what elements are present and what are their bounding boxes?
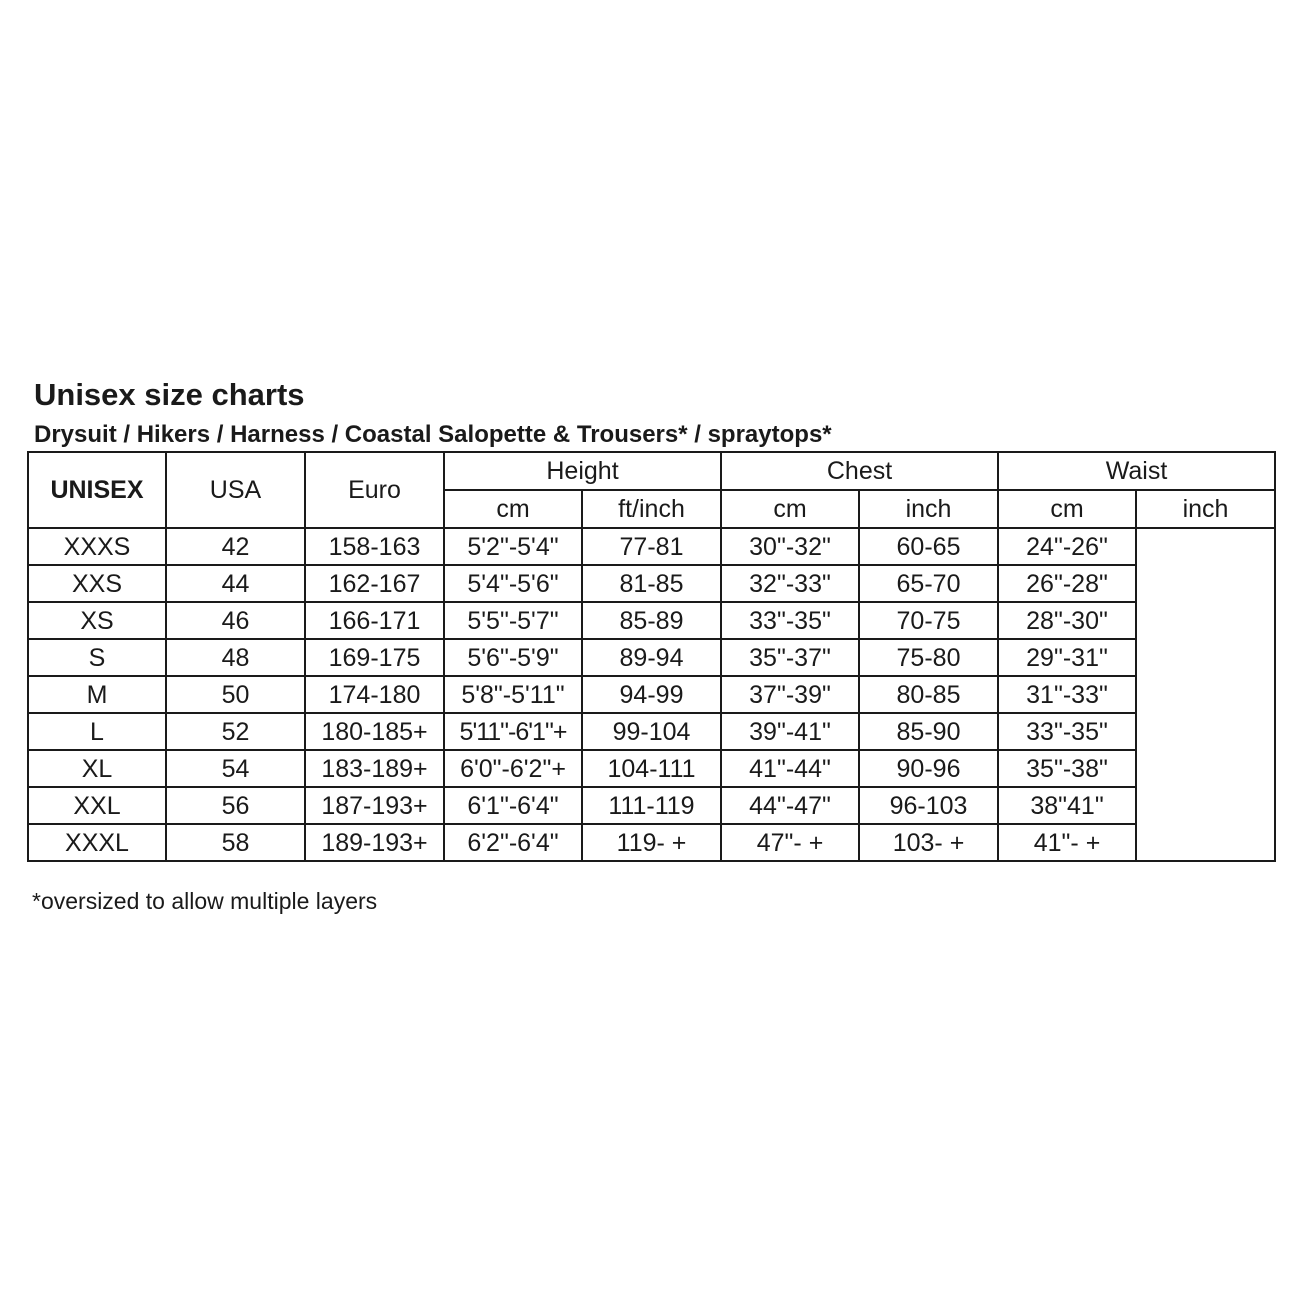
cell-waist-cm: 65-70 <box>859 565 998 602</box>
cell-height-ftinch: 5'11"-6'1"+ <box>444 713 582 750</box>
cell-height-ftinch: 5'5"-5'7" <box>444 602 582 639</box>
table-row <box>28 713 1275 750</box>
cell-chest-cm: 104-111 <box>582 750 721 787</box>
cell-waist-inch: 24"-26" <box>998 528 1136 565</box>
table-row <box>28 824 1275 861</box>
cell-waist-inch: 26"-28" <box>998 565 1136 602</box>
cell-chest-inch: 41"-44" <box>721 750 859 787</box>
cell-chest-inch: 30"-32" <box>721 528 859 565</box>
cell-euro: 56 <box>166 787 305 824</box>
page-title: Unisex size charts <box>34 377 305 412</box>
footnote: *oversized to allow multiple layers <box>32 888 378 914</box>
cell-height-cm: 169-175 <box>305 639 444 676</box>
header-chest: Chest <box>721 452 998 490</box>
cell-chest-cm: 81-85 <box>582 565 721 602</box>
table-row <box>28 565 1275 602</box>
table-row <box>28 602 1275 639</box>
cell-chest-cm: 111-119 <box>582 787 721 824</box>
header-chest-inch: inch <box>859 490 998 528</box>
cell-height-ftinch: 5'8"-5'11" <box>444 676 582 713</box>
cell-height-cm: 180-185+ <box>305 713 444 750</box>
cell-euro: 44 <box>166 565 305 602</box>
cell-chest-cm: 89-94 <box>582 639 721 676</box>
cell-euro: 48 <box>166 639 305 676</box>
cell-chest-cm: 99-104 <box>582 713 721 750</box>
cell-chest-inch: 37"-39" <box>721 676 859 713</box>
cell-height-cm: 166-171 <box>305 602 444 639</box>
cell-height-ftinch: 6'0"-6'2"+ <box>444 750 582 787</box>
cell-usa: M <box>28 676 166 713</box>
cell-waist-cm: 60-65 <box>859 528 998 565</box>
cell-euro: 52 <box>166 713 305 750</box>
cell-usa: L <box>28 713 166 750</box>
cell-waist-inch: 29"-31" <box>998 639 1136 676</box>
cell-waist-cm: 75-80 <box>859 639 998 676</box>
cell-chest-inch: 44"-47" <box>721 787 859 824</box>
cell-euro: 46 <box>166 602 305 639</box>
header-height: Height <box>444 452 721 490</box>
cell-chest-inch: 33"-35" <box>721 602 859 639</box>
cell-height-ftinch: 5'2"-5'4" <box>444 528 582 565</box>
cell-waist-inch: 28"-30" <box>998 602 1136 639</box>
table-row <box>28 787 1275 824</box>
cell-height-ftinch: 6'2"-6'4" <box>444 824 582 861</box>
header-waist: Waist <box>998 452 1275 490</box>
cell-usa: XXS <box>28 565 166 602</box>
cell-waist-inch: 33"-35" <box>998 713 1136 750</box>
cell-chest-inch: 39"-41" <box>721 713 859 750</box>
cell-euro: 42 <box>166 528 305 565</box>
cell-waist-cm: 80-85 <box>859 676 998 713</box>
header-euro: Euro <box>305 452 444 528</box>
table-row <box>28 639 1275 676</box>
header-height-ftinch: ft/inch <box>582 490 721 528</box>
cell-chest-inch: 47"- + <box>721 824 859 861</box>
cell-euro: 50 <box>166 676 305 713</box>
cell-height-cm: 174-180 <box>305 676 444 713</box>
cell-waist-inch: 31"-33" <box>998 676 1136 713</box>
table-row <box>28 750 1275 787</box>
cell-usa: XXL <box>28 787 166 824</box>
table-row <box>28 528 1275 565</box>
cell-euro: 58 <box>166 824 305 861</box>
size-chart-table <box>27 451 1276 862</box>
header-chest-cm: cm <box>721 490 859 528</box>
page-subtitle: Drysuit / Hikers / Harness / Coastal Salopette & Trousers* / spraytops* <box>34 421 832 448</box>
cell-waist-inch: 38"41" <box>998 787 1136 824</box>
header-waist-inch: inch <box>1136 490 1275 528</box>
cell-height-ftinch: 5'4"-5'6" <box>444 565 582 602</box>
header-height-cm: cm <box>444 490 582 528</box>
cell-height-cm: 162-167 <box>305 565 444 602</box>
cell-chest-cm: 119- + <box>582 824 721 861</box>
header-waist-cm: cm <box>998 490 1136 528</box>
cell-usa: S <box>28 639 166 676</box>
cell-height-cm: 183-189+ <box>305 750 444 787</box>
cell-height-ftinch: 5'6"-5'9" <box>444 639 582 676</box>
header-usa: USA <box>166 452 305 528</box>
cell-height-cm: 189-193+ <box>305 824 444 861</box>
cell-waist-cm: 96-103 <box>859 787 998 824</box>
cell-waist-cm: 90-96 <box>859 750 998 787</box>
cell-chest-cm: 85-89 <box>582 602 721 639</box>
cell-chest-cm: 94-99 <box>582 676 721 713</box>
header-row-top <box>28 452 1275 490</box>
cell-waist-inch: 35"-38" <box>998 750 1136 787</box>
cell-height-cm: 158-163 <box>305 528 444 565</box>
cell-chest-cm: 77-81 <box>582 528 721 565</box>
cell-height-ftinch: 6'1"-6'4" <box>444 787 582 824</box>
cell-usa: XS <box>28 602 166 639</box>
cell-chest-inch: 32"-33" <box>721 565 859 602</box>
table-row <box>28 676 1275 713</box>
cell-waist-cm: 70-75 <box>859 602 998 639</box>
group-label-cell <box>28 452 166 528</box>
cell-waist-cm: 103- + <box>859 824 998 861</box>
cell-waist-inch: 41"- + <box>998 824 1136 861</box>
group-label: UNISEX <box>50 476 144 504</box>
cell-chest-inch: 35"-37" <box>721 639 859 676</box>
cell-usa: XXXS <box>28 528 166 565</box>
cell-usa: XL <box>28 750 166 787</box>
cell-usa: XXXL <box>28 824 166 861</box>
cell-height-cm: 187-193+ <box>305 787 444 824</box>
cell-waist-cm: 85-90 <box>859 713 998 750</box>
cell-euro: 54 <box>166 750 305 787</box>
